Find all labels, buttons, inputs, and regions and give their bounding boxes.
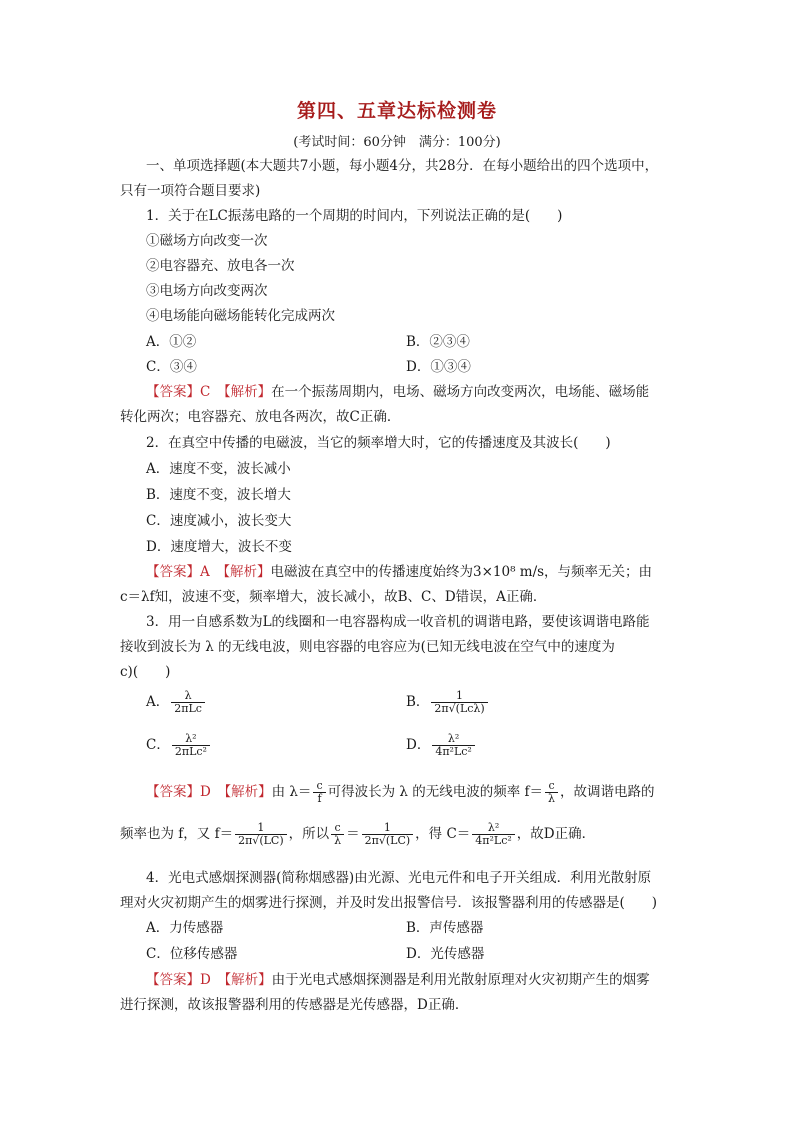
option-label: C．	[146, 737, 170, 753]
q1-answer-tag: 【答案】C	[146, 384, 211, 400]
q3-option-a	[146, 690, 207, 715]
numerator: 1	[257, 821, 265, 834]
q3-answer-tag: 【答案】D	[146, 784, 211, 800]
q2-stem: 2．在真空中传播的电磁波，当它的频率增大时，它的传播速度及其波长( )	[146, 435, 611, 451]
denominator: 2πLc	[171, 702, 205, 715]
q4-answer-tag: 【答案】D	[146, 972, 211, 988]
explanation-text: ，故D正确．	[516, 826, 596, 842]
q3-option-d	[406, 733, 477, 758]
explanation-text: ＝	[346, 826, 360, 842]
denominator: 2π√(LC)	[235, 834, 287, 847]
q3-option-c	[146, 733, 212, 758]
denominator: 4π²Lc²	[472, 834, 515, 847]
fraction	[432, 733, 475, 758]
q1-option-a: A．①②	[146, 334, 197, 350]
explanation-text: 可得波长为 λ 的无线电波的频率 f＝	[327, 784, 544, 800]
q3-explanation-tag: 【解析】	[224, 784, 272, 800]
numerator: 1	[383, 821, 391, 834]
q1-explanation-text: 在一个振荡周期内，电场、磁场方向改变两次，电场能、磁场能	[271, 384, 650, 400]
fraction	[235, 822, 287, 847]
q4-option-d: D．光传感器	[406, 946, 485, 962]
fraction	[171, 690, 205, 715]
fraction	[331, 822, 344, 847]
q1-statement-1: ①磁场方向改变一次	[146, 233, 268, 249]
q2-explanation-text: 电磁波在真空中的传播速度始终为3×10⁸ m/s，与频率无关；由	[270, 564, 653, 580]
denominator: f	[313, 792, 325, 805]
numerator: λ²	[487, 821, 500, 834]
section-heading-line2: 只有一项符合题目要求)	[120, 183, 261, 199]
q2-option-c: C．速度减小，波长变大	[146, 513, 292, 529]
fraction	[313, 780, 325, 805]
q4-explanation-text: 由于光电式感烟探测器是利用光散射原理对火灾初期产生的烟雾	[271, 972, 650, 988]
page-title: 第四、五章达标检测卷	[296, 100, 497, 122]
q3-stem-line2: 接收到波长为 λ 的无线电波，则电容器的电容应为(已知无线电波在空气中的速度为	[120, 639, 615, 655]
fraction	[172, 733, 210, 758]
q2-option-d: D．速度增大，波长不变	[146, 539, 292, 555]
q3-answer-line1	[146, 780, 655, 805]
q2-answer-line1	[146, 562, 652, 582]
q3-stem-line1: 3．用一自感系数为L的线圈和一电容器构成一收音机的调谐电路，要使该调谐电路能	[146, 614, 650, 630]
q4-option-a: A．力传感器	[146, 920, 224, 936]
q1-answer-line2: 转化两次；电容器充、放电各两次，故C正确．	[120, 409, 401, 425]
denominator: 2π√(LC)	[362, 834, 414, 847]
q3-option-b	[406, 690, 490, 715]
q1-statement-4: ④电场能向磁场能转化完成两次	[146, 308, 335, 324]
numerator: c	[316, 779, 323, 792]
numerator: λ²	[185, 732, 197, 745]
fraction	[362, 822, 414, 847]
q2-answer-tag: 【答案】A	[146, 564, 210, 580]
q4-answer-line1	[146, 970, 650, 990]
exam-info: (考试时间：60分钟 满分：100分)	[293, 135, 501, 150]
q1-option-c: C．③④	[146, 359, 197, 375]
explanation-text: ，所以	[288, 826, 330, 842]
fraction	[545, 780, 558, 805]
option-label: D．	[406, 737, 431, 753]
q1-answer-line1	[146, 382, 649, 402]
numerator: λ	[184, 689, 192, 702]
q2-option-b: B．速度不变，波长增大	[146, 487, 291, 503]
q1-option-b: B．②③④	[406, 334, 470, 350]
fraction	[431, 690, 487, 715]
numerator: c	[334, 821, 341, 834]
q2-answer-line2: c＝λf知，波速不变，频率增大，波长减小，故B、C、D错误，A正确．	[120, 589, 547, 605]
q4-answer-line2: 进行探测，故该报警器利用的传感器是光传感器，D正确．	[120, 997, 469, 1013]
q3-answer-line2	[120, 822, 595, 847]
q1-stem: 1．关于在LC振荡电路的一个周期的时间内，下列说法正确的是( )	[146, 208, 563, 224]
q2-explanation-tag: 【解析】	[223, 564, 271, 580]
q4-option-b: B．声传感器	[406, 920, 484, 936]
option-label: A．	[146, 694, 170, 710]
q1-statement-3: ③电场方向改变两次	[146, 283, 268, 299]
numerator: 1	[456, 689, 464, 702]
explanation-text: ，得 C＝	[415, 826, 471, 842]
option-label: B．	[406, 694, 430, 710]
q1-option-d: D．①③④	[406, 359, 471, 375]
q4-option-c: C．位移传感器	[146, 946, 238, 962]
q4-explanation-tag: 【解析】	[224, 972, 272, 988]
q4-stem-line1: 4．光电式感烟探测器(简称烟感器)由光源、光电元件和电子开关组成．利用光散射原	[146, 870, 652, 886]
q4-stem-line2: 理对火灾初期产生的烟雾进行探测，并及时发出报警信号．该报警器利用的传感器是( )	[120, 895, 658, 911]
numerator: λ²	[447, 732, 460, 745]
denominator: λ	[331, 834, 344, 847]
fraction	[472, 822, 515, 847]
q2-option-a: A．速度不变，波长减小	[146, 461, 291, 477]
explanation-text: 由 λ＝	[271, 784, 312, 800]
denominator: 2π√(Lcλ)	[431, 702, 487, 715]
q1-explanation-tag: 【解析】	[223, 384, 272, 400]
explanation-text: 频率也为 f，又 f＝	[120, 826, 234, 842]
q1-statement-2: ②电容器充、放电各一次	[146, 258, 295, 274]
explanation-text: ，故调谐电路的	[560, 784, 655, 800]
numerator: c	[548, 779, 555, 792]
denominator: 2πLc²	[172, 745, 210, 758]
denominator: λ	[545, 792, 558, 805]
q3-stem-line3: c)( )	[120, 664, 171, 680]
denominator: 4π²Lc²	[432, 745, 475, 758]
section-heading-line1: 一、单项选择题(本大题共7小题，每小题4分，共28分．在每小题给出的四个选项中，	[146, 158, 659, 174]
